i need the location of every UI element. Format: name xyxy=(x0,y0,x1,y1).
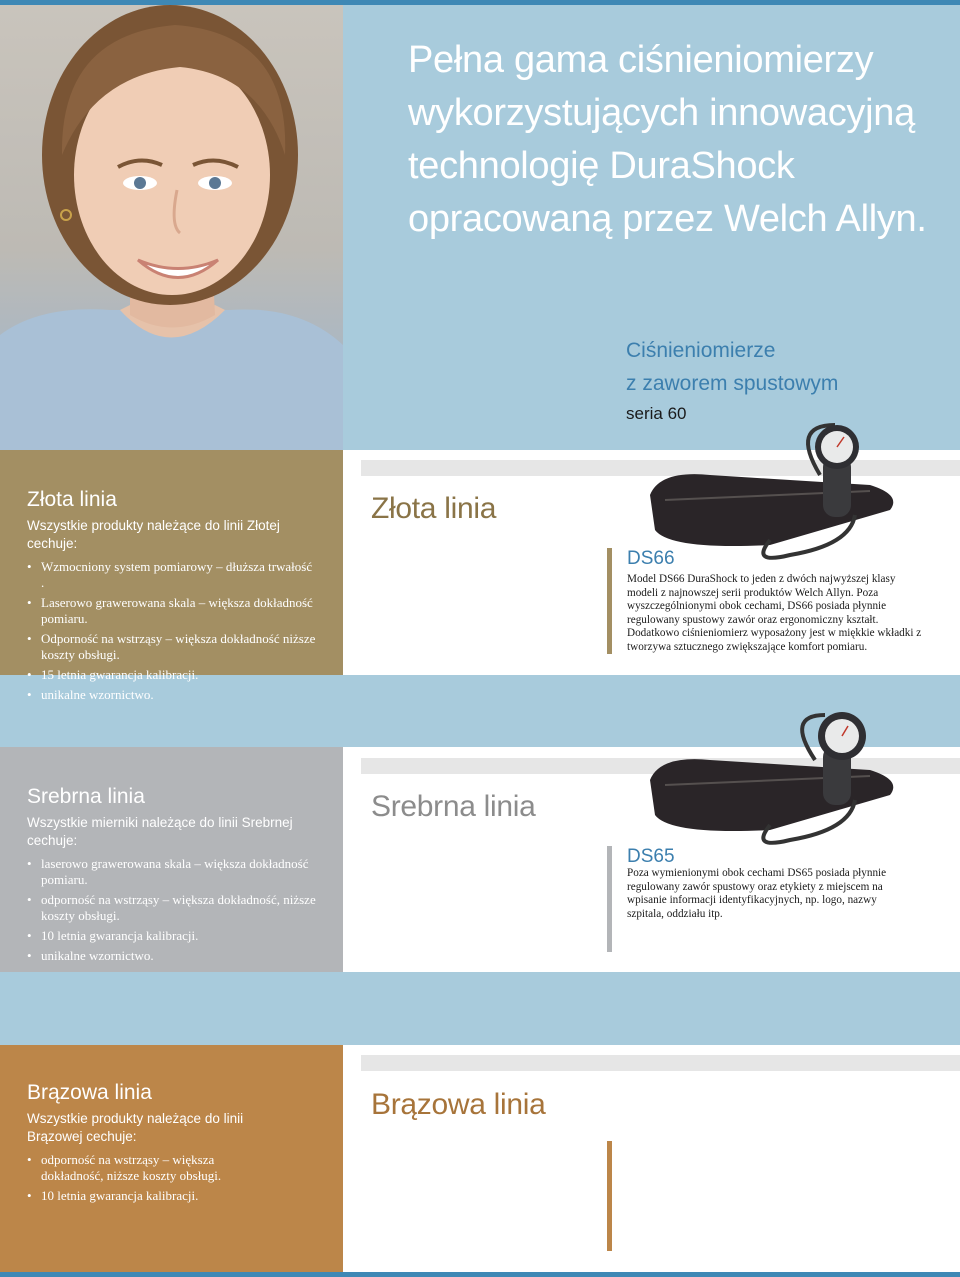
bronze-feature-list xyxy=(27,1152,316,1204)
gold-accent-bar xyxy=(607,548,612,654)
bronze-section-heading: Brązowa linia xyxy=(371,1088,546,1121)
bronze-panel-title: Brązowa linia xyxy=(27,1081,152,1104)
gold-panel xyxy=(0,450,343,702)
feature-item: • Laserowo grawerowana skala – większa dokładność pomiaru. xyxy=(27,595,316,627)
nurse-photo xyxy=(0,5,343,450)
silver-panel xyxy=(0,747,343,972)
nurse-portrait-illustration xyxy=(0,5,343,450)
silver-panel-intro: Wszystkie mierniki należące do linii Srebrnej cechuje: xyxy=(27,815,293,848)
feature-item: • Odporność na wstrząsy – większa dokładność niższe koszty obsługi. xyxy=(27,631,316,663)
feature-item: • laserowo grawerowana skala – większa dokładność pomiaru. xyxy=(27,856,316,888)
bronze-heading-bar xyxy=(361,1055,960,1071)
hero-series: seria 60 xyxy=(626,404,687,423)
bronze-panel xyxy=(0,1045,343,1272)
hero-subtitle-line1: Ciśnieniomierze xyxy=(626,339,776,362)
feature-item: • unikalne wzornictwo. xyxy=(27,687,316,703)
silver-feature-list xyxy=(27,856,316,964)
gold-feature-list xyxy=(27,559,316,703)
hero-title: Pełna gama ciśnieniomierzy wykorzystujących innowacyjną technologię DuraShock opracowaną przez Welch Allyn. xyxy=(408,39,927,240)
silver-accent-bar xyxy=(607,846,612,952)
feature-item: • unikalne wzornictwo. xyxy=(27,948,316,964)
ds66-model-name: DS66 xyxy=(627,548,675,569)
spacer-band xyxy=(0,972,960,1045)
feature-item: • 10 letnia gwarancja kalibracji. xyxy=(27,1188,316,1204)
ds65-description: Poza wymienionymi obok cechami DS65 posiada płynnie regulowany zawór spustowy oraz etykiety z miejscem na wpisanie informacji identyfikacyjnych, np. logo, nazwy szpitala, oddziału itp. xyxy=(627,867,887,920)
gold-panel-intro: Wszystkie produkty należące do linii Złotej cechuje: xyxy=(27,518,280,551)
silver-section-heading: Srebrna linia xyxy=(371,790,536,823)
feature-item: • 15 letnia gwarancja kalibracji. xyxy=(27,667,316,683)
ds65-model-name: DS65 xyxy=(627,846,675,867)
bronze-accent-bar xyxy=(607,1141,612,1251)
ds66-description: Model DS66 DuraShock to jeden z dwóch najwyższej klasy modeli z najnowszej serii produktów Welch Allyn. Poza wyszczególnionymi obok cechami, DS66 posiada płynnie regulowany spustowy zawór oraz ergonomiczny kształt. Dodatkowo ciśnieniomierz wyposażony jest w miękkie wkładki z tworzywa sztucznego zwiększające komfort pomiaru. xyxy=(627,573,922,653)
hero-subtitle-line2: z zaworem spustowym xyxy=(626,372,839,395)
gold-panel-title: Złota linia xyxy=(27,488,117,511)
gold-section-heading: Złota linia xyxy=(371,492,497,525)
bottom-accent-bar xyxy=(0,1272,960,1277)
feature-item: • 10 letnia gwarancja kalibracji. xyxy=(27,928,316,944)
bronze-panel-intro: Wszystkie produkty należące do linii Brązowej cechuje: xyxy=(27,1111,244,1144)
feature-item: • odporność na wstrząsy – większa dokładność, niższe koszty obsługi. xyxy=(27,1152,277,1184)
feature-item: • odporność na wstrząsy – większa dokładność, niższe koszty obsługi. xyxy=(27,892,316,924)
ds66-device-image xyxy=(640,415,910,565)
feature-item: • Wzmocniony system pomiarowy – dłuższa trwałość . xyxy=(27,559,316,591)
ds65-device-image xyxy=(640,700,910,850)
hero-subtitle xyxy=(626,334,838,400)
silver-panel-title: Srebrna linia xyxy=(27,785,145,808)
